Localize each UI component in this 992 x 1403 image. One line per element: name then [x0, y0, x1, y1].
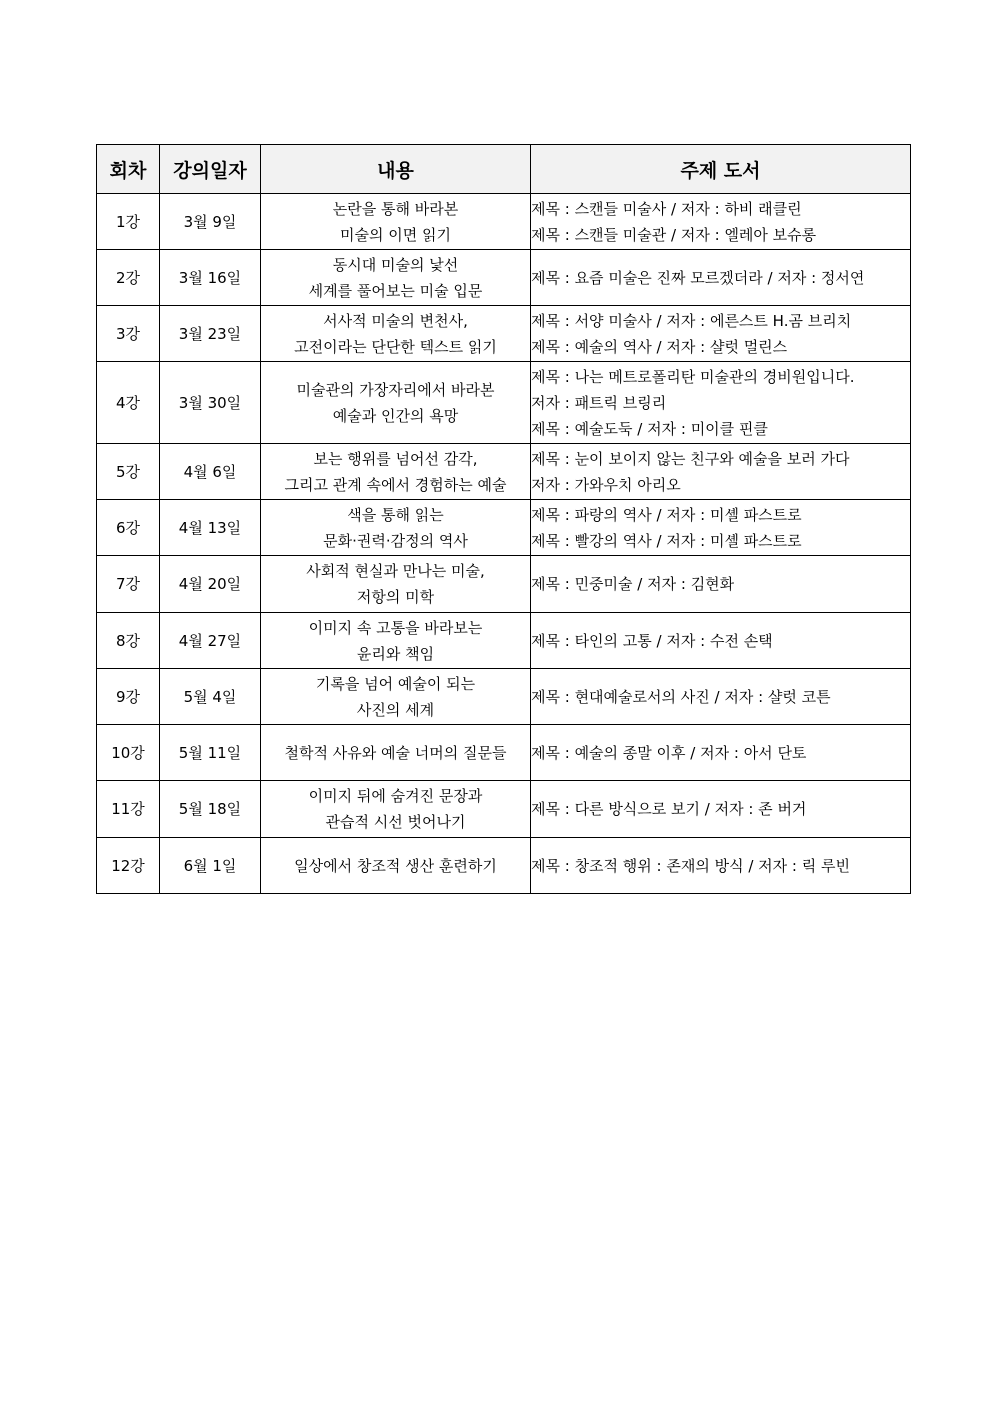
date-cell: 3월 30일 [160, 362, 261, 444]
header-date: 강의일자 [160, 145, 261, 194]
content-cell [261, 556, 531, 613]
header-books: 주제 도서 [531, 145, 911, 194]
date-cell: 3월 16일 [160, 250, 261, 306]
content-cell [261, 613, 531, 669]
table-body [97, 194, 911, 894]
table-row [97, 250, 911, 306]
table-row [97, 362, 911, 444]
content-line: 서사적 미술의 변천사, [323, 311, 468, 330]
session-cell: 8강 [97, 613, 160, 669]
session-cell: 5강 [97, 444, 160, 500]
content-line: 예술과 인간의 욕망 [332, 406, 459, 425]
content-line: 논란을 통해 바라본 [332, 199, 459, 218]
book-line: 제목 : 스캔들 미술사 / 저자 : 하비 래클린 [531, 199, 802, 218]
header-content: 내용 [261, 145, 531, 194]
content-line: 세계를 풀어보는 미술 입문 [308, 281, 483, 300]
content-line: 저항의 미학 [356, 588, 435, 606]
book-line: 제목 : 파랑의 역사 / 저자 : 미셸 파스트로 [531, 505, 802, 524]
content-cell [261, 500, 531, 556]
table-row [97, 725, 911, 781]
date-cell: 4월 6일 [160, 444, 261, 500]
content-line: 이미지 뒤에 숨겨진 문장과 [308, 787, 483, 805]
content-line: 미술관의 가장자리에서 바라본 [296, 380, 495, 399]
book-line: 제목 : 다른 방식으로 보기 / 저자 : 존 버거 [531, 800, 807, 818]
book-line: 제목 : 예술의 종말 이후 / 저자 : 아서 단토 [531, 743, 807, 762]
content-line: 미술의 이면 읽기 [340, 225, 451, 244]
table-row [97, 306, 911, 362]
session-cell: 7강 [97, 556, 160, 613]
content-line: 일상에서 창조적 생산 훈련하기 [294, 856, 497, 875]
date-cell: 3월 23일 [160, 306, 261, 362]
content-cell [261, 725, 531, 781]
book-line: 제목 : 빨강의 역사 / 저자 : 미셸 파스트로 [531, 531, 802, 550]
table-header-row [97, 145, 911, 194]
content-cell [261, 444, 531, 500]
session-cell: 9강 [97, 669, 160, 725]
content-line: 기록을 넘어 예술이 되는 [315, 674, 476, 693]
book-line: 제목 : 현대예술로서의 사진 / 저자 : 샬럿 코튼 [531, 687, 831, 706]
session-cell: 4강 [97, 362, 160, 444]
content-line: 철학적 사유와 예술 너머의 질문들 [284, 743, 507, 762]
date-cell: 5월 11일 [160, 725, 261, 781]
content-line: 이미지 속 고통을 바라보는 [308, 618, 483, 637]
content-line: 고전이라는 단단한 텍스트 읽기 [294, 337, 497, 356]
content-line: 사진의 세계 [356, 700, 435, 719]
content-line: 관습적 시선 벗어나기 [325, 813, 466, 831]
table-row [97, 613, 911, 669]
content-cell [261, 669, 531, 725]
content-line: 윤리와 책임 [356, 644, 435, 663]
table-row [97, 556, 911, 613]
table-row [97, 838, 911, 894]
book-line: 제목 : 서양 미술사 / 저자 : 에른스트 H.곰 브리치 [531, 311, 852, 330]
content-cell [261, 250, 531, 306]
content-line: 색을 통해 읽는 [347, 505, 444, 524]
book-line: 제목 : 스캔들 미술관 / 저자 : 엘레아 보슈롱 [531, 225, 817, 244]
content-cell [261, 362, 531, 444]
book-line: 저자 : 패트릭 브링리 [531, 393, 667, 412]
book-line: 제목 : 타인의 고통 / 저자 : 수전 손택 [531, 631, 773, 650]
book-line: 제목 : 예술의 역사 / 저자 : 샬럿 멀린스 [531, 337, 788, 356]
books-cell [531, 362, 911, 444]
book-line: 제목 : 나는 메트로폴리탄 미술관의 경비원입니다. [531, 367, 855, 386]
session-cell: 1강 [97, 194, 160, 250]
book-line: 제목 : 예술도둑 / 저자 : 미이클 핀클 [531, 419, 768, 438]
content-line: 사회적 현실과 만나는 미술, [306, 562, 485, 580]
session-cell: 3강 [97, 306, 160, 362]
books-cell [531, 669, 911, 725]
books-cell [531, 500, 911, 556]
header-session: 회차 [97, 145, 160, 194]
date-cell: 5월 18일 [160, 781, 261, 838]
content-cell [261, 838, 531, 894]
date-cell: 4월 13일 [160, 500, 261, 556]
session-cell: 12강 [97, 838, 160, 894]
date-cell: 5월 4일 [160, 669, 261, 725]
content-line: 문화·권력·감정의 역사 [323, 531, 468, 550]
table-row [97, 194, 911, 250]
table-row [97, 669, 911, 725]
books-cell [531, 556, 911, 613]
content-cell [261, 194, 531, 250]
date-cell: 3월 9일 [160, 194, 261, 250]
books-cell [531, 725, 911, 781]
books-cell [531, 613, 911, 669]
lecture-schedule-table [96, 144, 911, 894]
session-cell: 10강 [97, 725, 160, 781]
book-line: 제목 : 창조적 행위 : 존재의 방식 / 저자 : 릭 루빈 [531, 856, 850, 875]
date-cell: 4월 27일 [160, 613, 261, 669]
book-line: 제목 : 요즘 미술은 진짜 모르겠더라 / 저자 : 정서연 [531, 268, 865, 287]
content-line: 동시대 미술의 낯선 [332, 255, 459, 274]
books-cell [531, 250, 911, 306]
session-cell: 2강 [97, 250, 160, 306]
session-cell: 11강 [97, 781, 160, 838]
content-line: 그리고 관계 속에서 경험하는 예술 [284, 475, 507, 494]
table-row [97, 444, 911, 500]
session-cell: 6강 [97, 500, 160, 556]
book-line: 저자 : 가와우치 아리오 [531, 475, 681, 494]
date-cell: 6월 1일 [160, 838, 261, 894]
content-cell [261, 781, 531, 838]
content-line: 보는 행위를 넘어선 감각, [313, 449, 478, 468]
books-cell [531, 306, 911, 362]
date-cell: 4월 20일 [160, 556, 261, 613]
table-row [97, 500, 911, 556]
book-line: 제목 : 민중미술 / 저자 : 김현화 [531, 575, 735, 593]
books-cell [531, 194, 911, 250]
books-cell [531, 838, 911, 894]
books-cell [531, 781, 911, 838]
book-line: 제목 : 눈이 보이지 않는 친구와 예술을 보러 가다 [531, 449, 850, 468]
table-row [97, 781, 911, 838]
content-cell [261, 306, 531, 362]
books-cell [531, 444, 911, 500]
